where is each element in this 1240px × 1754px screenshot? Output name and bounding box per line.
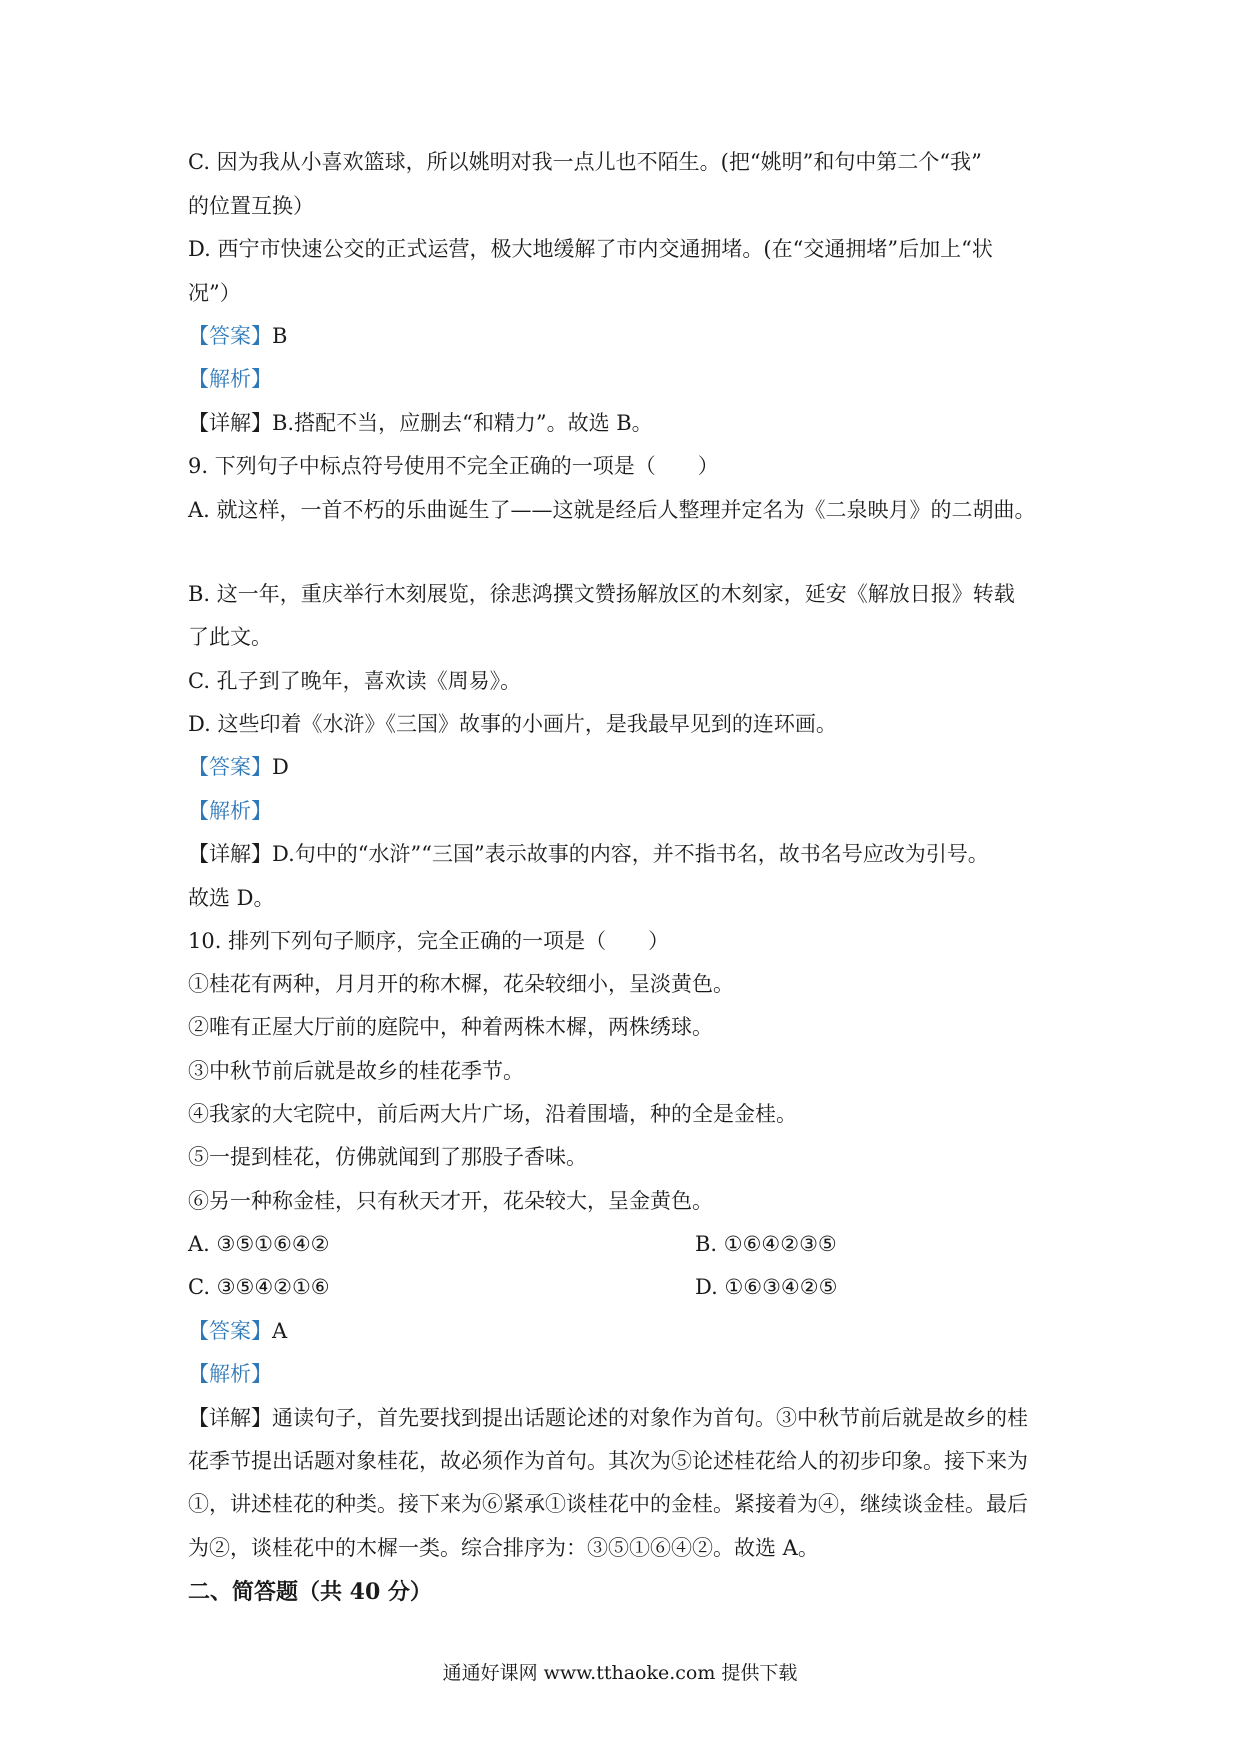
q10-sentence-1: ①桂花有两种，月月开的称木樨，花朵较细小，呈淡黄色。 xyxy=(188,972,734,996)
q10-option-a: A. ③⑤①⑥④② xyxy=(188,1232,330,1256)
section-heading: 二、简答题（共 40 分） xyxy=(188,1579,432,1605)
q9-option-a: A. 就这样，一首不朽的乐曲诞生了——这就是经后人整理并定名为《二泉映月》的二胡曲。 xyxy=(188,498,1036,522)
q10-option-b: B. ①⑥④②③⑤ xyxy=(695,1232,837,1256)
detail-tag: 【详解】 xyxy=(188,411,272,435)
q9-analysis-tag: 【解析】 xyxy=(188,799,272,823)
q9-option-d: D. 这些印着《水浒》《三国》故事的小画片，是我最早见到的连环画。 xyxy=(188,712,837,736)
detail-text: B.搭配不当，应删去“和精力”。故选 B。 xyxy=(272,411,653,435)
q8-detail xyxy=(188,409,653,437)
q10-sentence-6: ⑥另一种称金桂，只有秋天才开，花朵较大，呈金黄色。 xyxy=(188,1189,713,1213)
detail-tag: 【详解】 xyxy=(188,1406,272,1430)
answer-value: B xyxy=(272,324,288,348)
q8-answer xyxy=(188,322,287,350)
answer-tag: 【答案】 xyxy=(188,1319,272,1343)
q10-sentence-4: ④我家的大宅院中，前后两大片广场，沿着围墙，种的全是金桂。 xyxy=(188,1102,797,1126)
q8-option-d-line2: 况”） xyxy=(188,281,241,305)
q8-option-c-line2: 的位置互换） xyxy=(188,194,314,218)
answer-tag: 【答案】 xyxy=(188,324,272,348)
q10-detail-line4: 为②，谈桂花中的木樨一类。综合排序为：③⑤①⑥④②。故选 A。 xyxy=(188,1536,819,1560)
q10-detail-line1 xyxy=(188,1404,1028,1432)
q10-option-c: C. ③⑤④②①⑥ xyxy=(188,1275,330,1299)
q9-option-c: C. 孔子到了晚年，喜欢读《周易》。 xyxy=(188,669,522,693)
q10-sentence-2: ②唯有正屋大厅前的庭院中，种着两株木樨，两株绣球。 xyxy=(188,1015,713,1039)
q8-analysis-tag: 【解析】 xyxy=(188,367,272,391)
q10-detail-line3: ①，讲述桂花的种类。接下来为⑥紧承①谈桂花中的金桂。紧接着为④，继续谈金桂。最后 xyxy=(188,1492,1028,1516)
q10-answer xyxy=(188,1317,287,1345)
detail-tag: 【详解】 xyxy=(188,842,272,866)
detail-text: 通读句子，首先要找到提出话题论述的对象作为首句。③中秋节前后就是故乡的桂 xyxy=(272,1406,1028,1430)
q9-question: 9. 下列句子中标点符号使用不完全正确的一项是（ ） xyxy=(188,454,719,478)
q10-sentence-3: ③中秋节前后就是故乡的桂花季节。 xyxy=(188,1059,524,1083)
q8-option-c-line1: C. 因为我从小喜欢篮球，所以姚明对我一点儿也不陌生。(把“姚明”和句中第二个“我” xyxy=(188,150,982,174)
q10-option-d: D. ①⑥③④②⑤ xyxy=(695,1275,838,1299)
q9-detail-line1 xyxy=(188,840,989,868)
q10-sentence-5: ⑤一提到桂花，仿佛就闻到了那股子香味。 xyxy=(188,1145,587,1169)
q8-option-d-line1: D. 西宁市快速公交的正式运营，极大地缓解了市内交通拥堵。(在“交通拥堵”后加上“状 xyxy=(188,237,993,261)
detail-text: D.句中的“水浒”“三国”表示故事的内容，并不指书名，故书名号应改为引号。 xyxy=(272,842,989,866)
answer-value: A xyxy=(272,1319,288,1343)
q9-option-b-line1: B. 这一年，重庆举行木刻展览，徐悲鸿撰文赞扬解放区的木刻家，延安《解放日报》转载 xyxy=(188,582,1015,606)
answer-value: D xyxy=(272,755,289,779)
q10-question: 10. 排列下列句子顺序，完全正确的一项是（ ） xyxy=(188,929,670,953)
q9-option-b-line2: 了此文。 xyxy=(188,625,272,649)
q9-answer xyxy=(188,753,289,781)
page-footer: 通通好课网 www.tthaoke.com 提供下载 xyxy=(442,1662,798,1684)
q10-analysis-tag: 【解析】 xyxy=(188,1362,272,1386)
q9-detail-line2: 故选 D。 xyxy=(188,886,275,910)
answer-tag: 【答案】 xyxy=(188,755,272,779)
q10-detail-line2: 花季节提出话题对象桂花，故必须作为首句。其次为⑤论述桂花给人的初步印象。接下来为 xyxy=(188,1449,1028,1473)
